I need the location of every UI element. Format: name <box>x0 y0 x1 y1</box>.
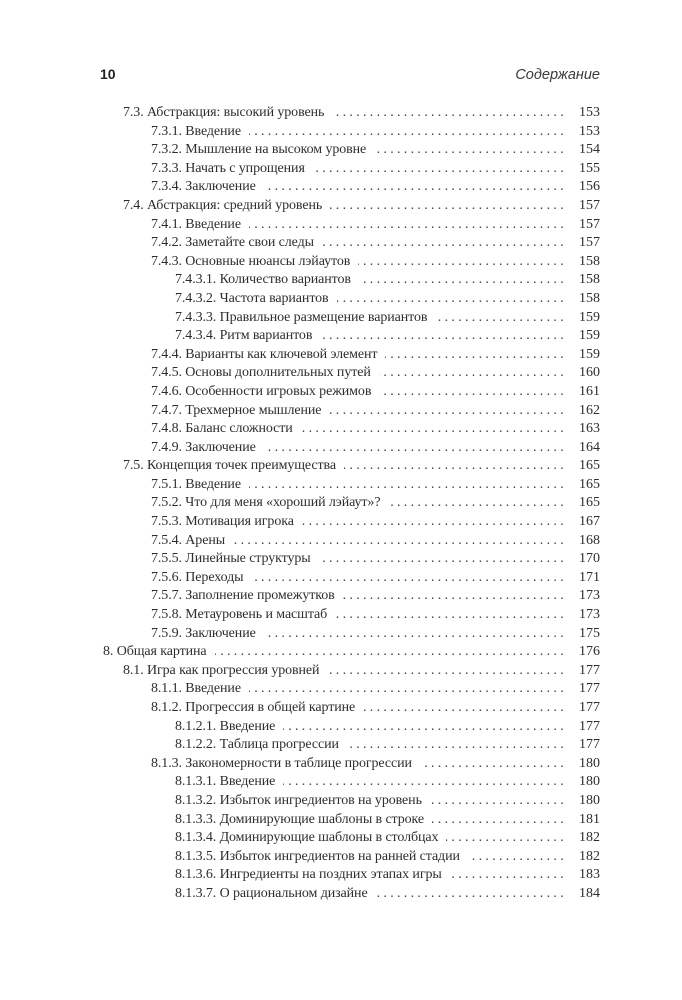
page-number: 10 <box>100 66 116 82</box>
toc-entry <box>100 234 600 253</box>
toc-entry-page: 157 <box>579 216 600 232</box>
toc-entry <box>100 420 600 439</box>
toc-entry <box>100 327 600 346</box>
toc-entry <box>100 290 600 309</box>
dot-leader <box>432 811 567 830</box>
dot-leader <box>430 792 567 811</box>
dot-leader <box>264 439 567 458</box>
toc-entry <box>100 364 600 383</box>
toc-entry-title: 7.4.6. Особенности игровых режимов <box>151 383 372 399</box>
toc-entry <box>100 550 600 569</box>
toc-entry-title: 8.1.3.7. О рациональном дизайне <box>175 885 368 901</box>
dot-leader <box>379 364 567 383</box>
toc-entry <box>100 773 600 792</box>
toc-entry-title: 7.5.4. Арены <box>151 532 226 548</box>
toc-entry <box>100 402 600 421</box>
dot-leader <box>264 625 567 644</box>
dot-leader <box>435 309 567 328</box>
toc-entry-page: 173 <box>579 607 600 623</box>
dot-leader <box>450 866 567 885</box>
toc-entry-title: 7.5.5. Линейные структуры <box>151 551 311 567</box>
toc-entry-page: 159 <box>579 328 600 344</box>
toc-entry <box>100 197 600 216</box>
toc-entry <box>100 513 600 532</box>
toc-entry-page: 158 <box>579 253 600 269</box>
toc-entry-title: 7.4.3. Основные нюансы лэйаутов <box>151 253 351 269</box>
toc-entry <box>100 569 600 588</box>
dot-leader <box>322 234 567 253</box>
toc-entry-page: 157 <box>579 235 600 251</box>
toc-entry-page: 177 <box>579 700 600 715</box>
toc-entry-title: 7.4.2. Заметайте свои следы <box>151 235 314 251</box>
toc-entry-page: 177 <box>579 737 600 753</box>
toc-entry-title: 7.5.7. Заполнение промежутков <box>151 588 335 604</box>
toc-entry-page: 162 <box>579 402 600 418</box>
toc-entry-title: 8.1.3.5. Избыток ингредиентов на ранней стадии <box>175 848 460 864</box>
dot-leader <box>249 680 567 699</box>
dot-leader <box>249 216 567 235</box>
dot-leader <box>379 383 567 402</box>
toc-entry <box>100 271 600 290</box>
dot-leader <box>330 197 567 216</box>
dot-leader <box>376 885 567 904</box>
toc-entry-title: 8.1. Игра как прогрессия уровней <box>123 662 320 678</box>
toc-entry-title: 7.5.2. Что для меня «хороший лэйаут»? <box>151 495 381 511</box>
toc-entry <box>100 643 600 662</box>
toc-entry-page: 181 <box>579 811 600 827</box>
dot-leader <box>468 848 567 867</box>
toc-entry <box>100 457 600 476</box>
dot-leader <box>264 178 567 197</box>
toc-entry-title: 7.4.5. Основы дополнительных путей <box>151 365 371 381</box>
toc-entry <box>100 755 600 774</box>
dot-leader <box>251 569 567 588</box>
toc-entry <box>100 625 600 644</box>
dot-leader <box>420 755 567 774</box>
dot-leader <box>215 643 567 662</box>
dot-leader <box>374 141 567 160</box>
toc-entry-title: 7.4. Абстракция: средний уровень <box>123 197 323 213</box>
toc-entry-title: 7.3.3. Начать с упрощения <box>151 160 305 176</box>
toc-entry-page: 161 <box>579 383 600 399</box>
dot-leader <box>327 662 567 681</box>
dot-leader <box>446 829 567 848</box>
toc-entry <box>100 160 600 179</box>
toc-entry-title: 7.5.3. Мотивация игрока <box>151 514 294 530</box>
toc-entry-title: 7.5.9. Заключение <box>151 625 256 641</box>
toc-entry-title: 7.4.3.2. Частота вариантов <box>175 290 329 306</box>
dot-leader <box>249 476 567 495</box>
toc-entry <box>100 736 600 755</box>
toc-entry <box>100 123 600 142</box>
toc-entry <box>100 811 600 830</box>
toc-entry-page: 154 <box>579 142 600 158</box>
toc-entry-title: 8.1.3.6. Ингредиенты на поздних этапах игры <box>175 867 442 883</box>
toc-entry-title: 7.4.9. Заключение <box>151 439 256 455</box>
toc-entry <box>100 829 600 848</box>
dot-leader <box>347 736 567 755</box>
toc-entry-title: 8.1.2. Прогрессия в общей картине <box>151 700 356 715</box>
toc-entry-page: 171 <box>579 569 600 585</box>
toc-entry-page: 153 <box>579 105 600 120</box>
dot-leader <box>385 346 567 365</box>
toc-entry-title: 7.3.2. Мышление на высоком уровне <box>151 142 367 158</box>
toc-entry-title: 8.1.3.4. Доминирующие шаблоны в столбцах <box>175 830 439 846</box>
toc-entry-title: 7.5.8. Метауровень и масштаб <box>151 607 328 623</box>
toc-entry-title: 7.4.7. Трехмерное мышление <box>151 402 322 418</box>
toc-entry-page: 163 <box>579 421 600 437</box>
dot-leader <box>233 532 567 551</box>
toc-entry-page: 182 <box>579 848 600 864</box>
toc-entry-page: 153 <box>579 123 600 139</box>
toc-entry-title: 8.1.2.1. Введение <box>175 718 276 734</box>
toc-entry-title: 7.4.3.4. Ритм вариантов <box>175 328 313 344</box>
toc-entry <box>100 718 600 737</box>
toc-entry-page: 156 <box>579 179 600 195</box>
running-title: Содержание <box>515 67 600 83</box>
toc-entry <box>100 848 600 867</box>
dot-leader <box>301 420 567 439</box>
toc-entry <box>100 476 600 495</box>
toc-entry-page: 165 <box>579 476 600 492</box>
toc-entry-title: 8.1.3.1. Введение <box>175 774 276 790</box>
dot-leader <box>337 290 567 309</box>
toc-entry-page: 177 <box>579 681 600 697</box>
toc-entry-page: 175 <box>579 625 600 641</box>
toc-entry-title: 7.4.8. Баланс сложности <box>151 421 293 437</box>
toc-entry-page: 160 <box>579 365 600 381</box>
dot-leader <box>283 773 567 792</box>
toc-entry <box>100 680 600 699</box>
toc-entry <box>100 439 600 458</box>
toc-entry-title: 7.4.3.3. Правильное размещение вариантов <box>175 309 428 325</box>
toc-entry <box>100 383 600 402</box>
toc-entry-page: 168 <box>579 532 600 548</box>
toc-entry <box>100 178 600 197</box>
toc-entry <box>100 141 600 160</box>
toc-entry <box>100 494 600 513</box>
dot-leader <box>358 253 567 272</box>
toc-entry-title: 8.1.3. Закономерности в таблице прогрессии <box>151 755 412 771</box>
toc-entry-page: 177 <box>579 662 600 678</box>
toc-entry <box>100 885 600 904</box>
running-header <box>100 66 600 83</box>
toc-entry-page: 170 <box>579 551 600 567</box>
toc-entry-page: 165 <box>579 495 600 511</box>
dot-leader <box>302 513 567 532</box>
toc-entry-page: 167 <box>579 514 600 530</box>
toc-entry-page: 155 <box>579 160 600 176</box>
dot-leader <box>320 327 567 346</box>
toc-entry-page: 180 <box>579 774 600 790</box>
toc-entry-title: 7.4.4. Варианты как ключевой элемент <box>151 346 378 362</box>
toc-entry-title: 7.5.6. Переходы <box>151 569 244 585</box>
toc-entry-page: 158 <box>579 272 600 288</box>
toc-entry-page: 182 <box>579 830 600 846</box>
toc-entry-page: 159 <box>579 346 600 362</box>
toc-entry-page: 159 <box>579 309 600 325</box>
toc-entry-title: 8.1.1. Введение <box>151 681 241 697</box>
dot-leader <box>313 160 567 179</box>
toc-entry-title: 7.3. Абстракция: высокий уровень <box>123 105 325 120</box>
toc-entry <box>100 606 600 625</box>
toc-entry <box>100 216 600 235</box>
toc-entry <box>100 866 600 885</box>
toc-entry-title: 7.5. Концепция точек преимущества <box>123 458 336 474</box>
toc-entry-title: 7.3.1. Введение <box>151 123 241 139</box>
toc-entry <box>100 792 600 811</box>
toc-entry-page: 180 <box>579 755 600 771</box>
toc-entry <box>100 346 600 365</box>
toc-entry-title: 7.4.1. Введение <box>151 216 241 232</box>
table-of-contents <box>100 104 600 904</box>
toc-entry-title: 7.5.1. Введение <box>151 476 241 492</box>
dot-leader <box>359 271 567 290</box>
toc-entry <box>100 699 600 718</box>
dot-leader <box>388 494 567 513</box>
toc-entry-page: 184 <box>579 885 600 901</box>
toc-entry-page: 183 <box>579 867 600 883</box>
toc-entry-page: 173 <box>579 588 600 604</box>
toc-entry <box>100 104 600 123</box>
toc-entry-title: 7.4.3.1. Количество вариантов <box>175 272 351 288</box>
dot-leader <box>344 457 567 476</box>
toc-entry-page: 158 <box>579 290 600 306</box>
dot-leader <box>335 606 567 625</box>
toc-entry-page: 157 <box>579 197 600 213</box>
toc-entry <box>100 309 600 328</box>
toc-entry <box>100 587 600 606</box>
toc-entry-page: 176 <box>579 644 600 660</box>
toc-entry-title: 8.1.2.2. Таблица прогрессии <box>175 737 339 753</box>
dot-leader <box>319 550 567 569</box>
toc-entry-title: 8.1.3.3. Доминирующие шаблоны в строке <box>175 811 425 827</box>
dot-leader <box>332 104 567 123</box>
toc-entry <box>100 253 600 272</box>
toc-entry-page: 177 <box>579 718 600 734</box>
dot-leader <box>329 402 567 421</box>
toc-entry-page: 180 <box>579 792 600 808</box>
toc-entry <box>100 662 600 681</box>
toc-entry-title: 8. Общая картина <box>103 644 207 660</box>
toc-entry-page: 164 <box>579 439 600 455</box>
toc-entry <box>100 532 600 551</box>
toc-entry-page: 165 <box>579 458 600 474</box>
dot-leader <box>343 587 567 606</box>
dot-leader <box>249 123 567 142</box>
dot-leader <box>283 718 567 737</box>
toc-entry-title: 8.1.3.2. Избыток ингредиентов на уровень <box>175 792 422 808</box>
dot-leader <box>363 699 567 718</box>
toc-entry-title: 7.3.4. Заключение <box>151 179 256 195</box>
